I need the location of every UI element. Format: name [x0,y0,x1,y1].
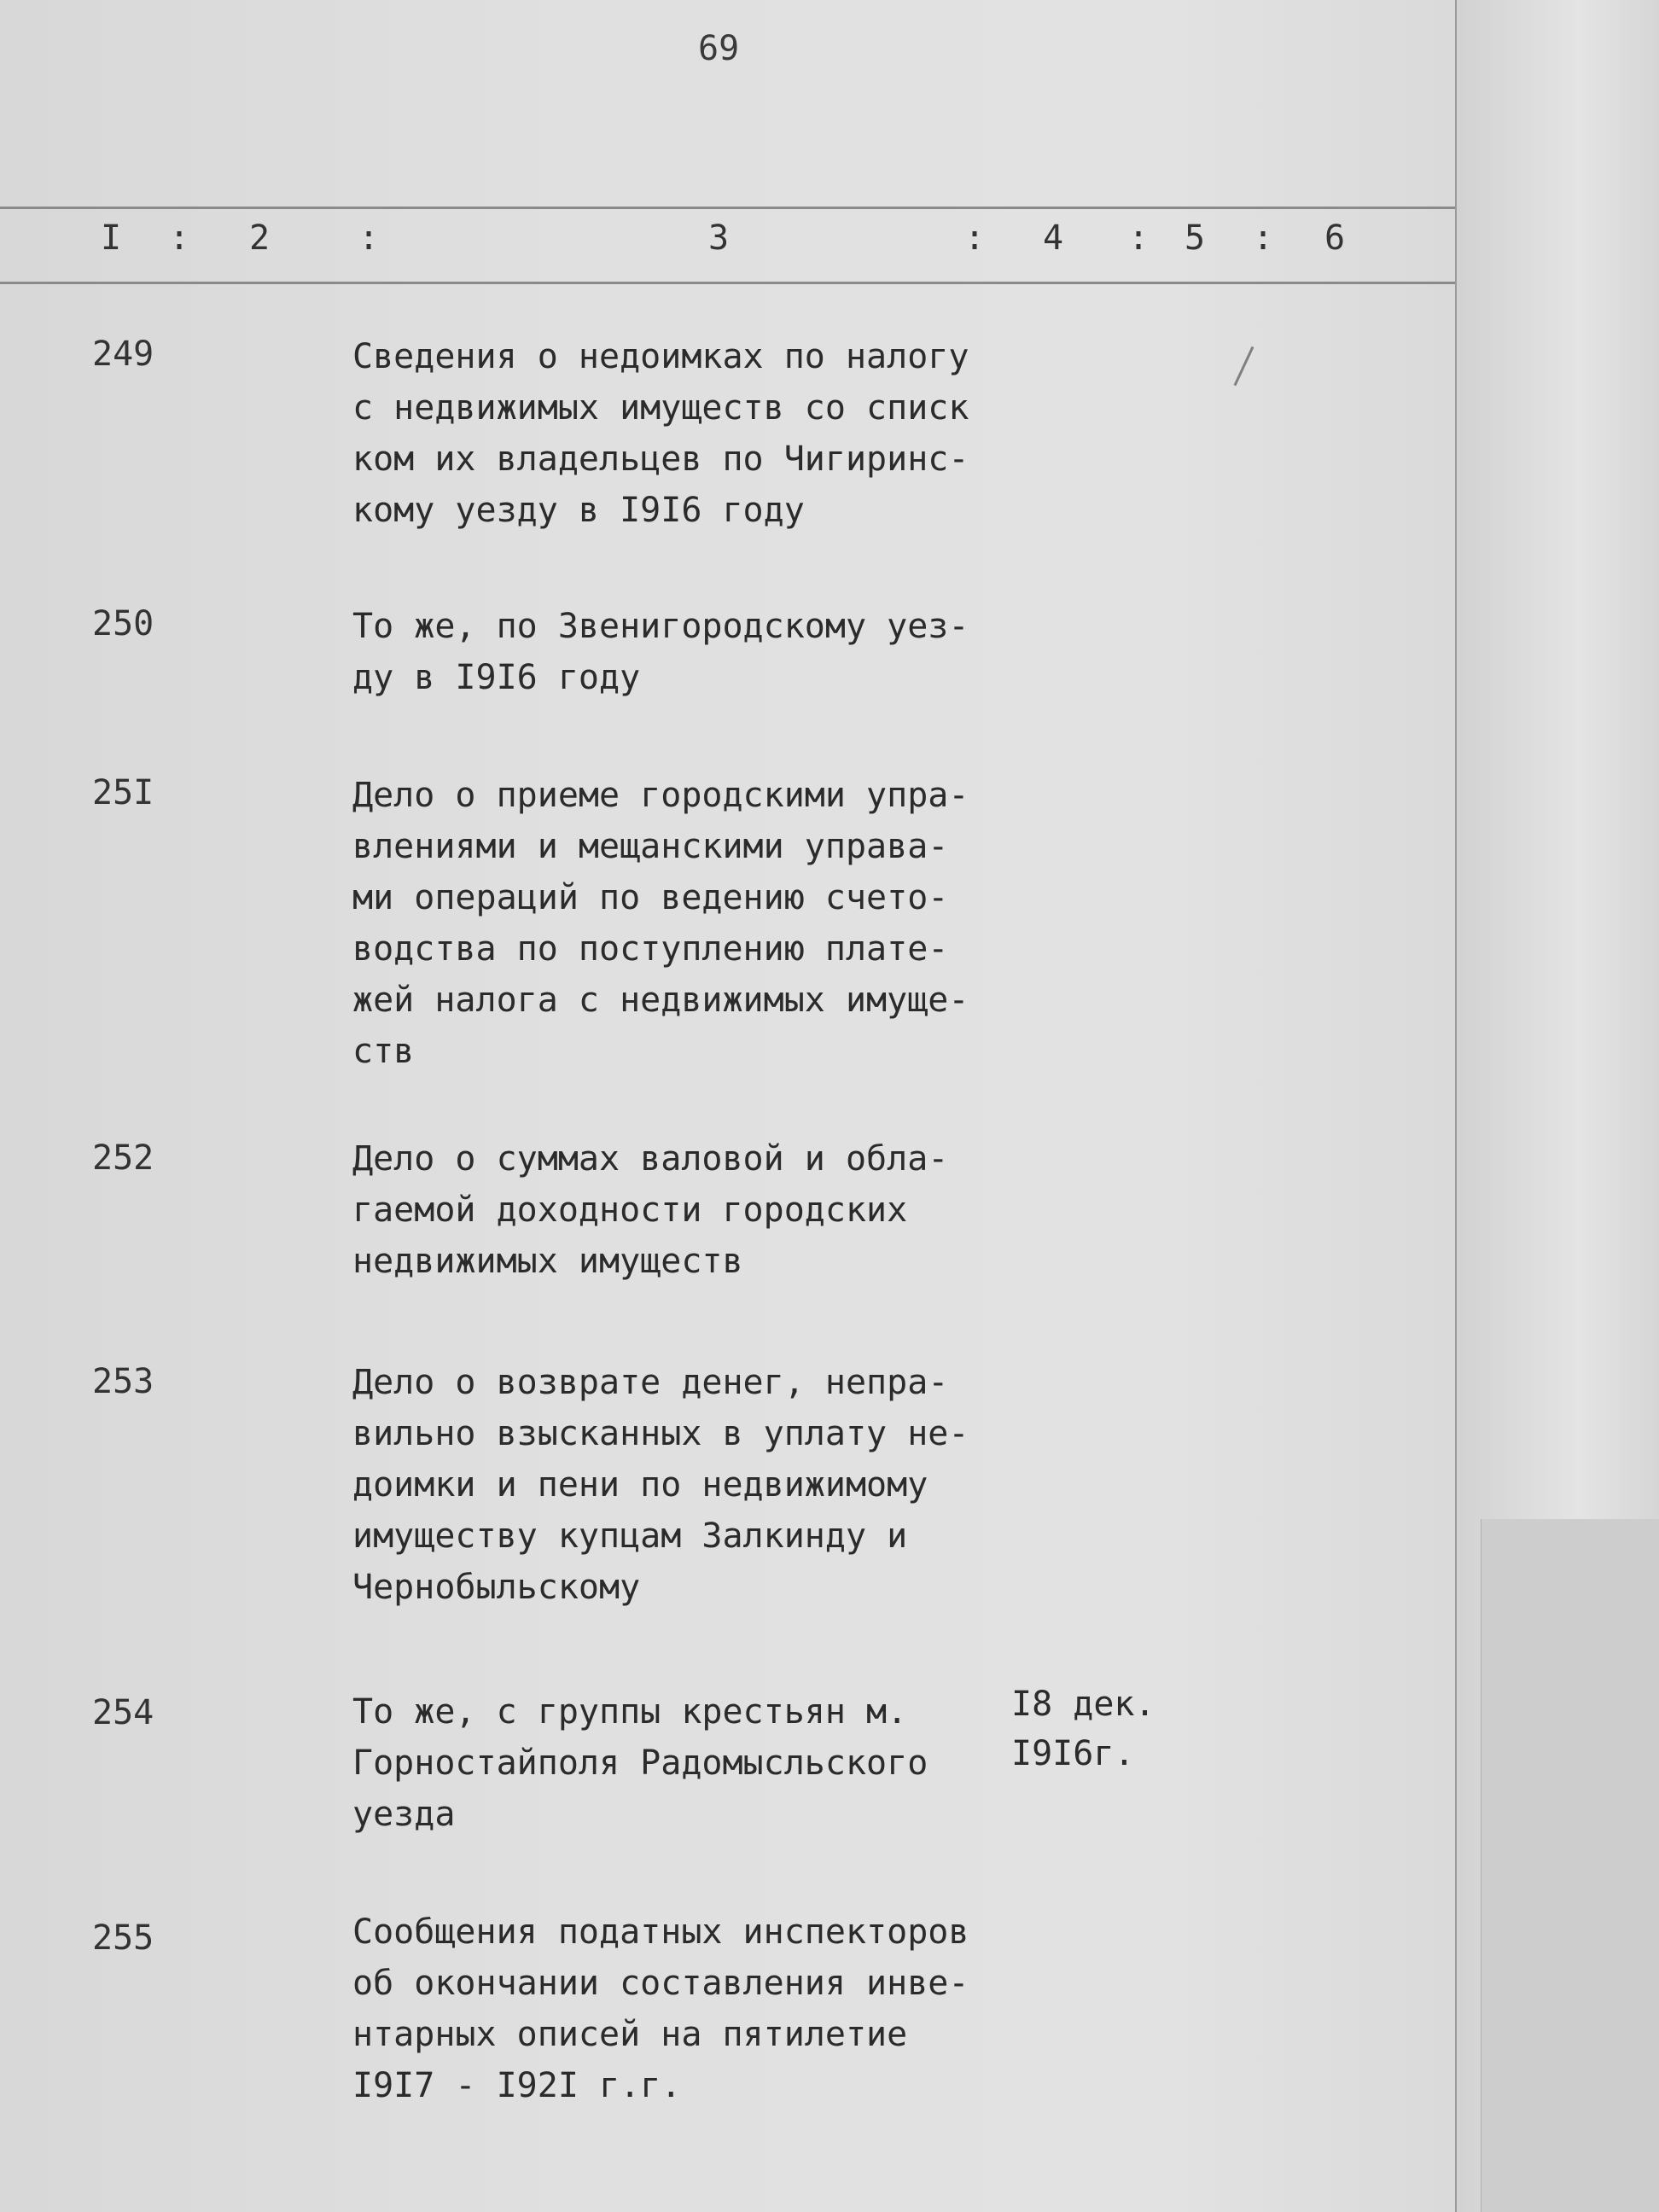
record-line: об окончании составления инве- [352,1964,969,2003]
column-header-4: 4 [1043,218,1064,258]
record-line: Сведения о недоимках по налогу [352,337,969,376]
record-line: ми операций по ведению счето- [352,878,949,917]
underlying-page-fold [1481,1519,1659,2212]
record-number: 252 [92,1138,154,1178]
record-line: кому уезду в I9I6 году [352,491,805,530]
column-header-5: 5 [1185,218,1206,258]
column-header-3: 3 [708,218,730,258]
record-line: водства по поступлению плате- [352,929,949,969]
record-line: Дело о суммах валовой и обла- [352,1139,949,1179]
record-description [352,770,1001,1077]
record-number: 254 [92,1693,154,1732]
column-header-1: I [101,218,122,258]
pen-mark [1234,346,1254,387]
record-date-line: I8 дек. [1011,1685,1155,1724]
record-date [1011,1679,1182,1778]
record-line: доимки и пени по недвижимому [352,1465,928,1505]
record-line: с недвижимых имуществ со списк [352,388,969,428]
page-number: 69 [698,29,740,68]
record-line: ду в I9I6 году [352,658,641,697]
record-line: ств [352,1032,415,1071]
record-line: влениями и мещанскими управа- [352,827,949,866]
record-line: недвижимых имуществ [352,1242,743,1281]
record-line: гаемой доходности городских [352,1190,908,1230]
record-description [352,1357,1001,1613]
record-line: Дело о приеме городскими упра- [352,776,969,815]
column-separator: : [1128,218,1150,258]
column-separator: : [169,218,190,258]
record-date-line: I9I6г. [1011,1734,1135,1773]
record-number: 249 [92,335,154,374]
record-line: Чернобыльскому [352,1568,641,1607]
record-description [352,1686,1001,1840]
record-line: Дело о возврате денег, непра- [352,1363,949,1402]
record-line: ком их владельцев по Чигиринс- [352,439,969,479]
column-separator: : [358,218,380,258]
record-line: То же, с группы крестьян м. [352,1692,908,1732]
column-header-2: 2 [249,218,271,258]
record-line: имуществу купцам Залкинду и [352,1516,908,1556]
record-description [352,331,1001,536]
record-number: 255 [92,1918,154,1958]
record-line: вильно взысканных в уплату не- [352,1414,969,1453]
record-line: То же, по Звенигородскому уез- [352,607,969,646]
record-description [352,601,1001,703]
column-header-6: 6 [1324,218,1346,258]
record-line: I9I7 - I92I г.г. [352,2066,682,2105]
record-number: 253 [92,1362,154,1401]
record-line: Горностайполя Радомысльского [352,1743,928,1783]
record-number: 25I [92,773,154,812]
header-rule-bottom [0,282,1455,284]
record-line: уезда [352,1795,456,1834]
record-line: жей налога с недвижимых имуще- [352,981,969,1020]
header-rule-top [0,207,1455,209]
record-description [352,1133,1001,1287]
record-line: нтарных описей на пятилетие [352,2015,908,2054]
column-separator: : [1253,218,1274,258]
column-separator: : [964,218,986,258]
record-description [352,1906,1001,2111]
record-line: Сообщения податных инспекторов [352,1912,969,1952]
record-number: 250 [92,604,154,643]
